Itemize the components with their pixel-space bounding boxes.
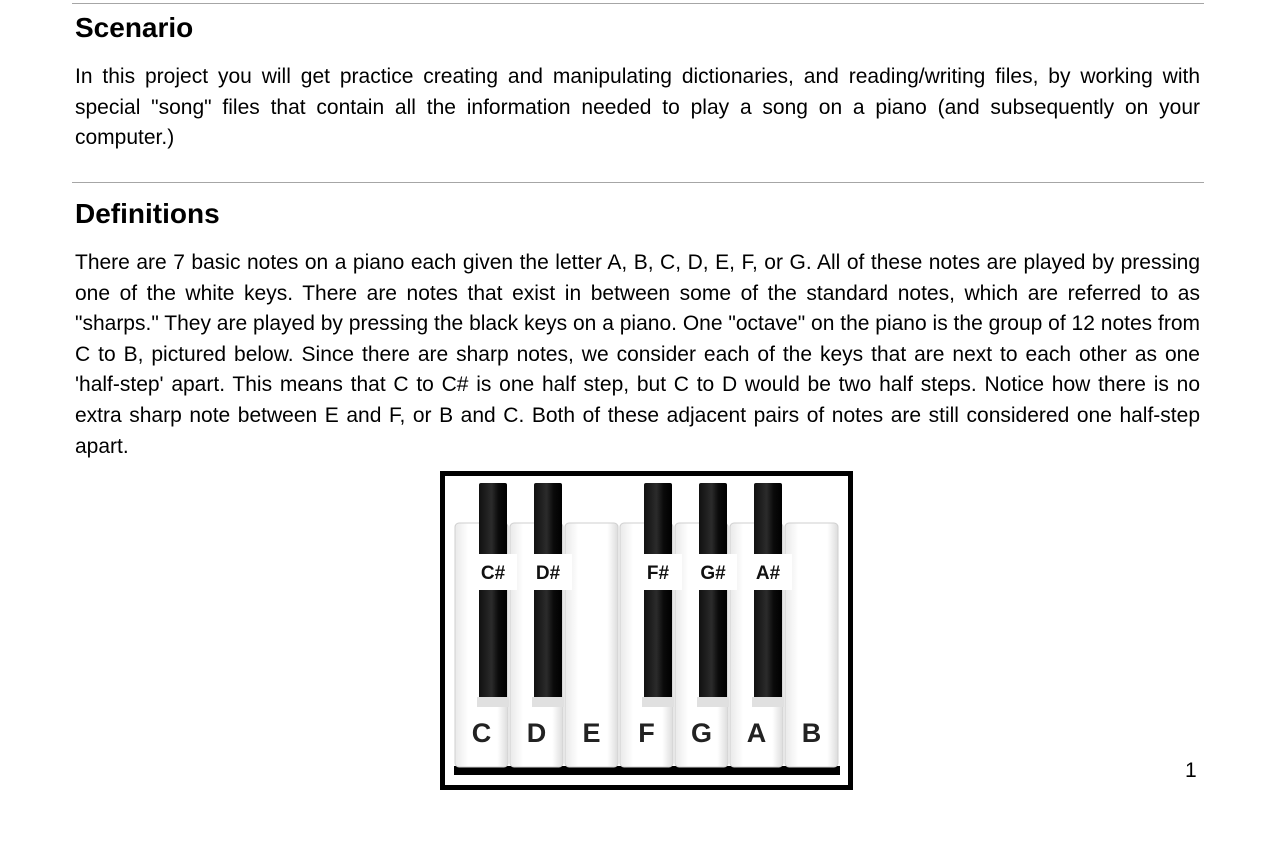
section-divider-top	[72, 3, 1204, 4]
page-number: 1	[1185, 759, 1197, 782]
black-key-G-sharp	[699, 483, 727, 705]
piano-octave-diagram	[440, 471, 853, 790]
black-key-F-sharp	[644, 483, 672, 705]
black-key-shadow	[642, 697, 674, 707]
definitions-paragraph: There are 7 basic notes on a piano each given the letter A, B, C, D, E, F, or G. All of these notes are played by pressing one of the white keys. There are notes that exist in between some of the standard notes, which are referred to as "sharps." They are played by pressing the black keys on a piano. One "octave" on the piano is the group of 12 notes from C to B, pictured below. Since there are sharp notes, we consider each of the keys that are next to each other as one 'half-step' apart. This means that C to C# is one half step, but C to D would be two half steps. Notice how there is no extra sharp note between E and F, or B and C. Both of these adjacent pairs of notes are still considered one half-step apart.	[75, 251, 1200, 458]
black-key-label: G#	[700, 563, 726, 584]
black-key-shadow	[697, 697, 729, 707]
definitions-heading: Definitions	[75, 198, 220, 229]
black-key-label: D#	[535, 563, 561, 584]
white-key-label: C	[471, 718, 492, 748]
black-key-label: C#	[480, 563, 506, 584]
white-key-label: D	[526, 718, 547, 748]
black-key-shadow	[532, 697, 564, 707]
black-key-shadow	[477, 697, 509, 707]
black-key-A-sharp	[754, 483, 782, 705]
black-key-label: F#	[646, 563, 670, 584]
white-key-label: G	[690, 718, 713, 748]
black-key-shadow	[752, 697, 784, 707]
white-key-label: A	[746, 718, 767, 748]
white-key-label: E	[582, 718, 601, 748]
section-divider-definitions	[72, 182, 1204, 183]
scenario-heading: Scenario	[75, 12, 194, 43]
black-key-D-sharp	[534, 483, 562, 705]
black-key-label: A#	[755, 563, 781, 584]
scenario-paragraph: In this project you will get practice creating and manipulating dictionaries, and reading/writing files, by working with special "song" files that contain all the information needed to play a song on a piano (and subsequently on your computer.)	[75, 65, 1200, 150]
white-key-label: B	[801, 718, 822, 748]
white-key-label: F	[638, 718, 655, 748]
black-key-C-sharp	[479, 483, 507, 705]
